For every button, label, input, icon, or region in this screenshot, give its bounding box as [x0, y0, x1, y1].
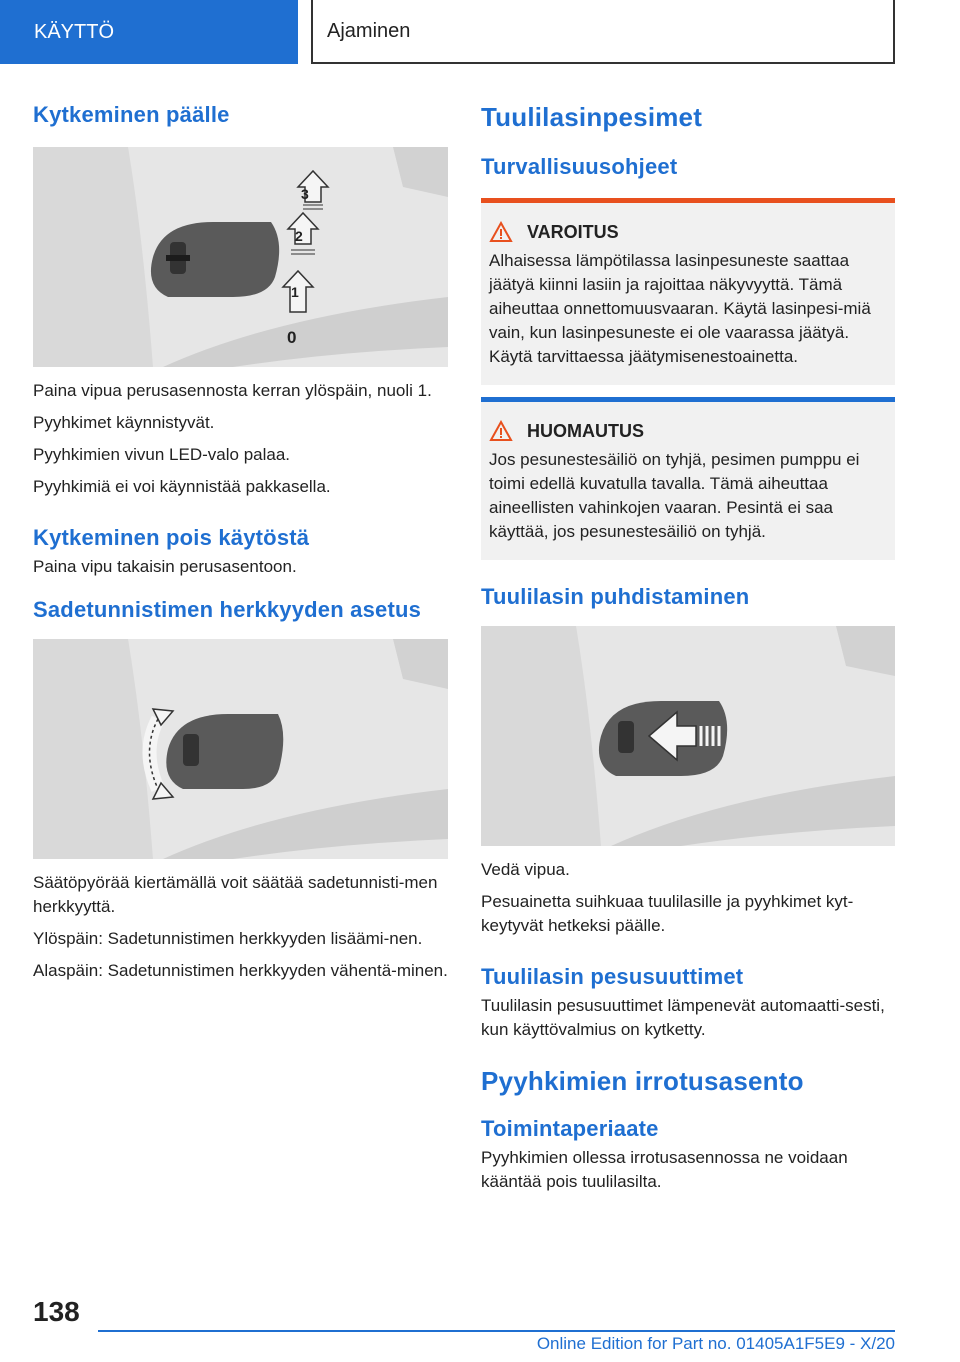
warning-text: Alhaisessa lämpötilassa lasinpesuneste saattaa jäätyä kiinni lasiin ja rajoittaa näkyvyyttä. Tämä aiheuttaa onnettomuusvaaran. Käytä lasinpesi-miä vain, kun lasinpesuneste ei ole vaarassa jäätyä. Käytä tarvittaessa jäätymisenestoainetta. — [489, 251, 871, 366]
footer-rule — [98, 1330, 895, 1332]
paragraph-frost-note: Pyyhkimiä ei voi käynnistää pakkasella. — [33, 477, 331, 496]
paragraph-led-on: Pyyhkimien vivun LED-valo palaa. — [33, 445, 291, 464]
figure-pull-lever — [481, 626, 895, 846]
note-title: HUOMAUTUS — [527, 420, 644, 441]
paragraph-service-position: Pyyhkimien ollessa irrotusasennossa ne voidaan kääntää pois tuulilasilta. — [481, 1148, 848, 1191]
heading-safety: Turvallisuusohjeet — [481, 154, 678, 179]
figure-label-2: 2 — [295, 228, 303, 244]
warning-triangle-icon — [489, 221, 513, 243]
left-column — [33, 100, 448, 983]
note-text: Jos pesunestesäiliö on tyhjä, pesimen pumppu ei toimi edellä kuvatulla tavalla. Tämä aiheuttaa aineellisten vahinkojen vaaran. Pesintä ei saa käyttää, jos pesunestesäiliö on tyhjä. — [489, 450, 860, 541]
heading-switch-on: Kytkeminen päälle — [33, 102, 230, 127]
header-section-label: KÄYTTÖ — [34, 20, 115, 43]
heading-principle: Toimintaperiaate — [481, 1116, 659, 1141]
figure-label-1: 1 — [291, 284, 299, 300]
heading-switch-off: Kytkeminen pois käytöstä — [33, 525, 310, 550]
paragraph-sensitivity-down: Alaspäin: Sadetunnistimen herkkyyden vähentä-minen. — [33, 961, 448, 980]
heading-wiper-service-position: Pyyhkimien irrotusasento — [481, 1066, 804, 1096]
paragraph-return-lever: Paina vipu takaisin perusasentoon. — [33, 557, 297, 576]
heading-washers: Tuulilasinpesimet — [481, 102, 703, 132]
header-section-tab — [0, 0, 298, 64]
figure-wiper-lever-positions — [33, 147, 448, 367]
heading-washer-nozzles: Tuulilasin pesusuuttimet — [481, 964, 744, 989]
figure-rain-sensor-wheel — [33, 639, 448, 859]
paragraph-pull-lever: Vedä vipua. — [481, 860, 570, 879]
note-box — [481, 397, 895, 560]
paragraph-wipers-start: Pyyhkimet käynnistyvät. — [33, 413, 215, 432]
right-column — [481, 100, 895, 1194]
footer-edition: Online Edition for Part no. 01405A1F5E9 - X/20 — [536, 1334, 895, 1353]
paragraph-heated-nozzles: Tuulilasin pesusuuttimet lämpenevät automaatti-sesti, kun käyttövalmius on kytketty. — [481, 996, 885, 1039]
heading-windscreen-cleaning: Tuulilasin puhdistaminen — [481, 584, 750, 609]
figure-label-0: 0 — [287, 328, 297, 347]
paragraph-press-lever: Paina vipua perusasennosta kerran ylöspäin, nuoli 1. — [33, 381, 432, 400]
paragraph-sensitivity-up: Ylöspäin: Sadetunnistimen herkkyyden lisäämi-nen. — [33, 929, 423, 948]
page-number: 138 — [33, 1296, 80, 1327]
header-chapter-label: Ajaminen — [327, 19, 411, 42]
paragraph-rain-sensor-wheel: Säätöpyörää kiertämällä voit säätää sadetunnisti-men herkkyyttä. — [33, 873, 438, 916]
figure-label-3: 3 — [301, 186, 309, 202]
warning-box — [481, 198, 895, 385]
paragraph-washer-spray: Pesuainetta suihkuaa tuulilasille ja pyyhkimet kyt-keytyvät hetkeksi päälle. — [481, 892, 854, 935]
header-chapter-box — [311, 0, 895, 64]
caution-triangle-icon — [489, 420, 513, 442]
heading-rain-sensor: Sadetunnistimen herkkyyden asetus — [33, 597, 422, 622]
warning-title: VAROITUS — [527, 221, 619, 242]
